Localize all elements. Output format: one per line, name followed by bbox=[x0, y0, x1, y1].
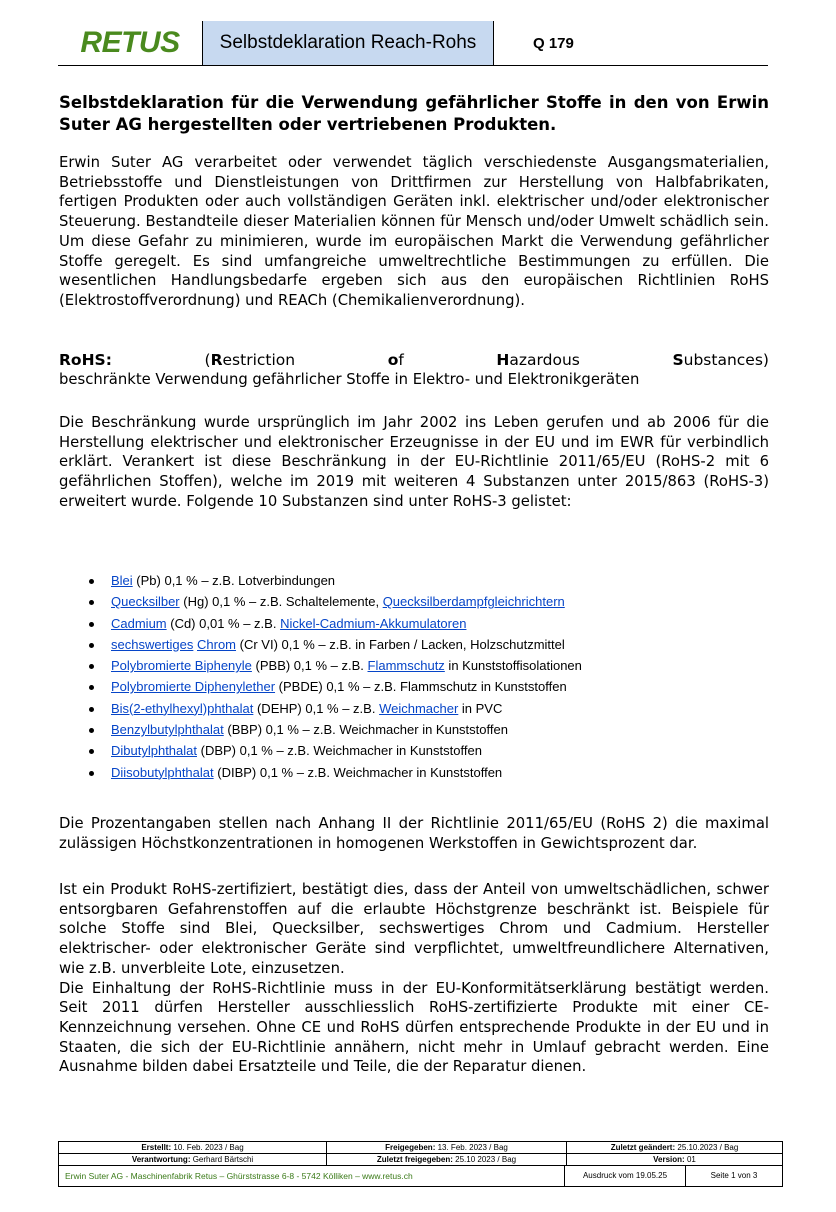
version-label: Version: bbox=[653, 1155, 685, 1164]
substance-link[interactable]: Nickel-Cadmium-Akkumulatoren bbox=[280, 615, 467, 631]
substance-link[interactable]: Dibutylphthalat bbox=[111, 743, 197, 759]
substance-text: (DBP) 0,1 % – z.B. Weichmacher in Kunststoffen bbox=[197, 743, 482, 759]
conformity-paragraph: Die Einhaltung der RoHS-Richtlinie muss in der EU-Konformitätserklärung bestätigt werden. Seit 2011 dürfen Hersteller ausschliesslich RoHS-zertifizierte Produkte mit einer CE-Kennzeichnung versehen. Ohne CE und RoHS dürfen entsprechende Produkte in der EU und in Staaten, die sich der EU-Richtlinie annähern, nicht mehr in Umlauf gebracht werden. Eine Ausnahme bilden dabei Ersatzteile und Teile, die der Reparatur dienen. bbox=[59, 979, 769, 1076]
substance-link[interactable]: Benzylbutylphthalat bbox=[111, 722, 224, 738]
rohs-word-of bbox=[388, 350, 404, 370]
footer-changed bbox=[567, 1142, 782, 1153]
substance-text: (Cr VI) 0,1 % – z.B. in Farben / Lacken, Holzschutzmittel bbox=[236, 636, 565, 652]
footer-row-1 bbox=[59, 1142, 782, 1154]
substance-link[interactable]: Quecksilber bbox=[111, 594, 180, 610]
document-header bbox=[58, 21, 768, 66]
intro-paragraph: Erwin Suter AG verarbeitet oder verwendet täglich verschiedenste Ausgangsmaterialien, Betriebsstoffe und Dienstleistungen von Drittfirmen zur Herstellung von Halbfabrikaten, fertigen Produkten oder auch vollständigen Geräten inkl. elektrischer und/oder elektronischer Steuerung. Bestandteile dieser Materialien können für Mensch und/oder Umwelt schädlich sein. Um diese Gefahr zu minimieren, wurde im europäischen Markt die Verwendung gefährlicher Stoffe geregelt. Es sind umfangreiche umweltrechtliche Bestimmungen zu erfüllen. Die wesentlichen Handlungsbedarfe ergeben sich aus den europäischen Richtlinien RoHS (Elektrostoffverordnung) und REACh (Chemikalienverordnung). bbox=[59, 154, 769, 309]
substance-link[interactable]: Diisobutylphthalat bbox=[111, 764, 214, 780]
rohs-word-rest-3: azardous bbox=[509, 351, 580, 369]
substance-text: in Kunststoffisolationen bbox=[444, 658, 582, 674]
footer-responsible bbox=[59, 1154, 327, 1165]
footer-page-number: Seite 1 von 3 bbox=[710, 1171, 758, 1180]
rohs-subtitle: beschränkte Verwendung gefährlicher Stoffe in Elektro- und Elektronikgeräten bbox=[59, 371, 640, 388]
retus-logo bbox=[58, 21, 203, 65]
substance-text: (DEHP) 0,1 % – z.B. bbox=[253, 700, 380, 716]
rohs-title-line bbox=[59, 350, 769, 370]
footer-print-date: Ausdruck vom 19.05.25 bbox=[565, 1166, 686, 1186]
footer-address: Erwin Suter AG - Maschinenfabrik Retus – Ghürststrasse 6-8 - 5742 Kölliken – www.retus.ch bbox=[59, 1166, 565, 1186]
substance-item bbox=[111, 719, 582, 740]
substance-link[interactable]: Quecksilberdampfgleichrichtern bbox=[382, 594, 565, 610]
footer-created bbox=[59, 1142, 327, 1153]
document-footer bbox=[58, 1141, 783, 1187]
footer-last-released bbox=[327, 1154, 567, 1165]
substance-text: (PBB) 0,1 % – z.B. bbox=[251, 658, 368, 674]
responsible-value: Gerhard Bärtschi bbox=[190, 1155, 254, 1164]
substance-item bbox=[111, 570, 582, 591]
footer-row-2 bbox=[59, 1154, 782, 1166]
changed-value: 25.10.2023 / Bag bbox=[675, 1143, 739, 1152]
substance-link[interactable]: Cadmium bbox=[111, 615, 167, 631]
certification-paragraphs bbox=[59, 880, 769, 1077]
rohs-word-rest-2: f bbox=[398, 351, 404, 369]
substance-text: in PVC bbox=[458, 700, 503, 716]
substance-text: (DIBP) 0,1 % – z.B. Weichmacher in Kunststoffen bbox=[213, 764, 503, 780]
substance-list bbox=[111, 570, 582, 783]
version-value: 01 bbox=[684, 1155, 696, 1164]
rohs-letter-s: S bbox=[672, 351, 684, 369]
rohs-word-hazardous bbox=[496, 350, 579, 370]
rohs-word-rest-1: estriction bbox=[222, 351, 296, 369]
substance-link[interactable]: Chrom bbox=[197, 636, 237, 652]
document-body bbox=[59, 92, 769, 1076]
substance-text: (BBP) 0,1 % – z.B. Weichmacher in Kunststoffen bbox=[223, 722, 508, 738]
substance-item bbox=[111, 676, 582, 697]
substance-link[interactable]: Weichmacher bbox=[379, 700, 459, 716]
rohs-word-rest-4: ubstances) bbox=[683, 351, 769, 369]
rohs-word-substances bbox=[672, 350, 769, 370]
substance-item bbox=[111, 613, 582, 634]
responsible-label: Verantwortung: bbox=[131, 1155, 191, 1164]
footer-version bbox=[567, 1154, 782, 1165]
document-title: Selbstdeklaration Reach-Rohs bbox=[203, 21, 494, 65]
substance-link[interactable]: Polybromierte Diphenylether bbox=[111, 679, 276, 695]
substance-link[interactable]: sechswertiges bbox=[111, 636, 194, 652]
substance-link[interactable]: Polybromierte Biphenyle bbox=[111, 658, 252, 674]
created-value: 10. Feb. 2023 / Bag bbox=[171, 1143, 244, 1152]
footer-row-3 bbox=[59, 1166, 782, 1186]
released-value: 13. Feb. 2023 / Bag bbox=[435, 1143, 508, 1152]
changed-label: Zuletzt geändert: bbox=[610, 1143, 676, 1152]
substance-item bbox=[111, 698, 582, 719]
last-released-value: 25.10 2023 / Bag bbox=[452, 1155, 517, 1164]
substance-text: (Hg) 0,1 % – z.B. Schaltelemente, bbox=[179, 594, 383, 610]
substance-item bbox=[111, 762, 582, 783]
document-number: Q 179 bbox=[533, 34, 574, 52]
released-label: Freigegeben: bbox=[385, 1143, 436, 1152]
rohs-word-restriction: (Restriction bbox=[204, 351, 296, 369]
substance-item bbox=[111, 591, 582, 612]
rohs-letter-o: o bbox=[387, 351, 399, 369]
rohs-history-paragraph: Die Beschränkung wurde ursprünglich im Jahr 2002 ins Leben gerufen und ab 2006 für die Herstellung elektrischer und elektronischer Erzeugnisse in der EU und im EWR für verbindlich erklärt. Verankert ist diese Beschränkung in der EU-Richtlinie 2011/65/EU (RoHS-2 mit 6 gefährlichen Stoffen), welche im 2019 mit weiteren 4 Substanzen unter 2015/863 (RoHS-3) erweitert wurde. Folgende 10 Substanzen sind unter RoHS-3 gelistet: bbox=[59, 414, 769, 510]
substance-item bbox=[111, 655, 582, 676]
rohs-section-heading bbox=[59, 350, 769, 390]
substance-link[interactable]: Bis(2-ethylhexyl)phthalat bbox=[111, 700, 254, 716]
substance-text: (Cd) 0,01 % – z.B. bbox=[166, 615, 281, 631]
footer-released bbox=[327, 1142, 567, 1153]
last-released-label: Zuletzt freigegeben: bbox=[376, 1155, 453, 1164]
substance-link[interactable]: Blei bbox=[111, 573, 133, 588]
page-heading: Selbstdeklaration für die Verwendung gefährlicher Stoffe in den von Erwin Suter AG hergestellten oder vertriebenen Produkten. bbox=[59, 93, 769, 134]
substance-item bbox=[111, 634, 582, 655]
substance-item bbox=[111, 740, 582, 761]
certification-paragraph: Ist ein Produkt RoHS-zertifiziert, bestätigt dies, dass der Anteil von umweltschädlichen, schwer entsorgbaren Gefahrenstoffen auf die erlaubte Höchstgrenze beschränkt ist. Beispiele für solche Stoffe sind Blei, Quecksilber, sechswertiges Chrom und Cadmium. Hersteller elektrischer- oder elektronischer Geräte sind verpflichtet, umweltfreundlichere Alternativen, wie z.B. unverbleite Lote, einzusetzen. bbox=[59, 881, 769, 977]
logo-text: RETUS bbox=[80, 26, 180, 59]
rohs-label: RoHS: bbox=[59, 351, 112, 369]
substance-link[interactable]: Flammschutz bbox=[367, 658, 445, 674]
substance-text: (PBDE) 0,1 % – z.B. Flammschutz in Kunststoffen bbox=[275, 679, 567, 695]
percentage-paragraph: Die Prozentangaben stellen nach Anhang II der Richtlinie 2011/65/EU (RoHS 2) die maximal zulässigen Höchstkonzentrationen in homogenen Werkstoffen in Gewichtsprozent dar. bbox=[59, 815, 769, 852]
rohs-letter-r: R bbox=[210, 351, 223, 369]
created-label: Erstellt: bbox=[141, 1143, 172, 1152]
substance-text: (Pb) 0,1 % – z.B. Lotverbindungen bbox=[132, 573, 336, 588]
rohs-letter-h: H bbox=[496, 351, 510, 369]
